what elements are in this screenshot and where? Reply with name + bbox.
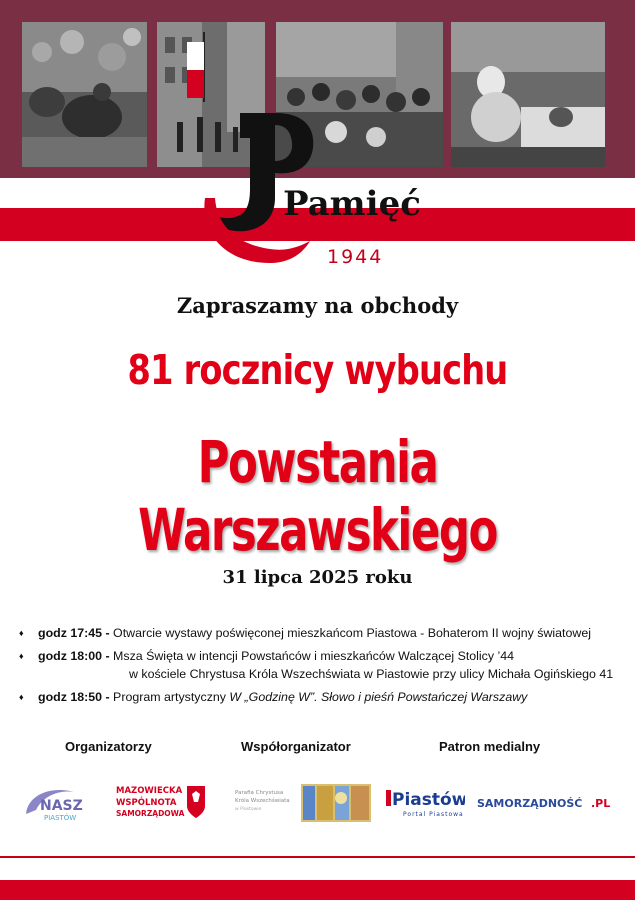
svg-text:.PL: .PL bbox=[591, 797, 611, 810]
title-line-2: Powstania Warszawskiego bbox=[138, 428, 497, 564]
media-patron-label: Patron medialny bbox=[439, 739, 541, 754]
mazowiecka-wspolnota-logo bbox=[113, 782, 213, 822]
svg-text:SAMORZĄDOWA: SAMORZĄDOWA bbox=[116, 809, 185, 818]
schedule-item bbox=[17, 647, 627, 683]
pamiec-1944-logo bbox=[195, 103, 425, 273]
svg-text:Parafia Chrystusa: Parafia Chrystusa bbox=[235, 790, 284, 796]
svg-text:Piastów: Piastów bbox=[392, 790, 465, 810]
bullet-icon: ♦ bbox=[19, 628, 24, 638]
schedule-description: Otwarcie wystawy poświęconej mieszkańcom Piastowa - Bohaterom II wojny światowej bbox=[109, 626, 591, 640]
insurgents-rubble-photo bbox=[22, 22, 147, 167]
bullet-icon: ♦ bbox=[19, 692, 24, 702]
svg-text:SAMORZĄDNOŚĆ: SAMORZĄDNOŚĆ bbox=[477, 797, 583, 810]
event-date: 31 lipca 2025 roku bbox=[222, 567, 413, 588]
bottom-rule bbox=[0, 856, 635, 858]
schedule-list bbox=[17, 624, 627, 711]
svg-text:1944: 1944 bbox=[327, 246, 384, 268]
schedule-time: godz 17:45 - bbox=[38, 626, 110, 640]
program-title: W „Godzinę W”. Słowo i pieśń Powstańczej Warszawy bbox=[229, 690, 528, 704]
schedule-item bbox=[17, 624, 627, 642]
co-organizer-label: Współorganizator bbox=[241, 739, 351, 754]
svg-text:Pamięć: Pamięć bbox=[283, 184, 421, 224]
piastow-portal-logo bbox=[385, 784, 465, 820]
schedule-time: godz 18:00 - bbox=[38, 649, 110, 663]
svg-text:Króla Wszechświata: Króla Wszechświata bbox=[235, 798, 290, 804]
nasz-piastow-logo bbox=[22, 784, 94, 824]
svg-text:WSPÓLNOTA: WSPÓLNOTA bbox=[116, 798, 177, 808]
bottom-red-stripe bbox=[0, 880, 635, 900]
schedule-time: godz 18:50 - bbox=[38, 690, 110, 704]
svg-text:PIASTÓW: PIASTÓW bbox=[44, 814, 77, 822]
schedule-description-line2: w kościele Chrystusa Króla Wszechświata w Piastowie przy ulicy Michała Ogińskiego 41 bbox=[129, 667, 614, 681]
title-line-1: 81 rocznicy wybuchu bbox=[127, 346, 508, 394]
schedule-item bbox=[17, 688, 627, 706]
schedule-description: Msza Święta w intencji Powstańców i mieszkańców Walczącej Stolicy ’44 bbox=[109, 649, 515, 663]
parafia-chrystusa-krola-logo bbox=[233, 782, 373, 824]
bullet-icon: ♦ bbox=[19, 651, 24, 661]
svg-text:w Piastowie: w Piastowie bbox=[235, 807, 262, 812]
svg-text:MAZOWIECKA: MAZOWIECKA bbox=[116, 786, 183, 796]
samorzadnosc-pl-logo bbox=[475, 792, 615, 814]
svg-text:Portal Piastowa: Portal Piastowa bbox=[403, 811, 464, 818]
svg-text:NASZ: NASZ bbox=[40, 798, 83, 814]
invite-text: Zapraszamy na obchody bbox=[176, 293, 459, 318]
schedule-description: Program artystyczny bbox=[109, 690, 230, 704]
organizers-label: Organizatorzy bbox=[65, 739, 152, 754]
nurse-hospital-photo bbox=[451, 22, 605, 167]
